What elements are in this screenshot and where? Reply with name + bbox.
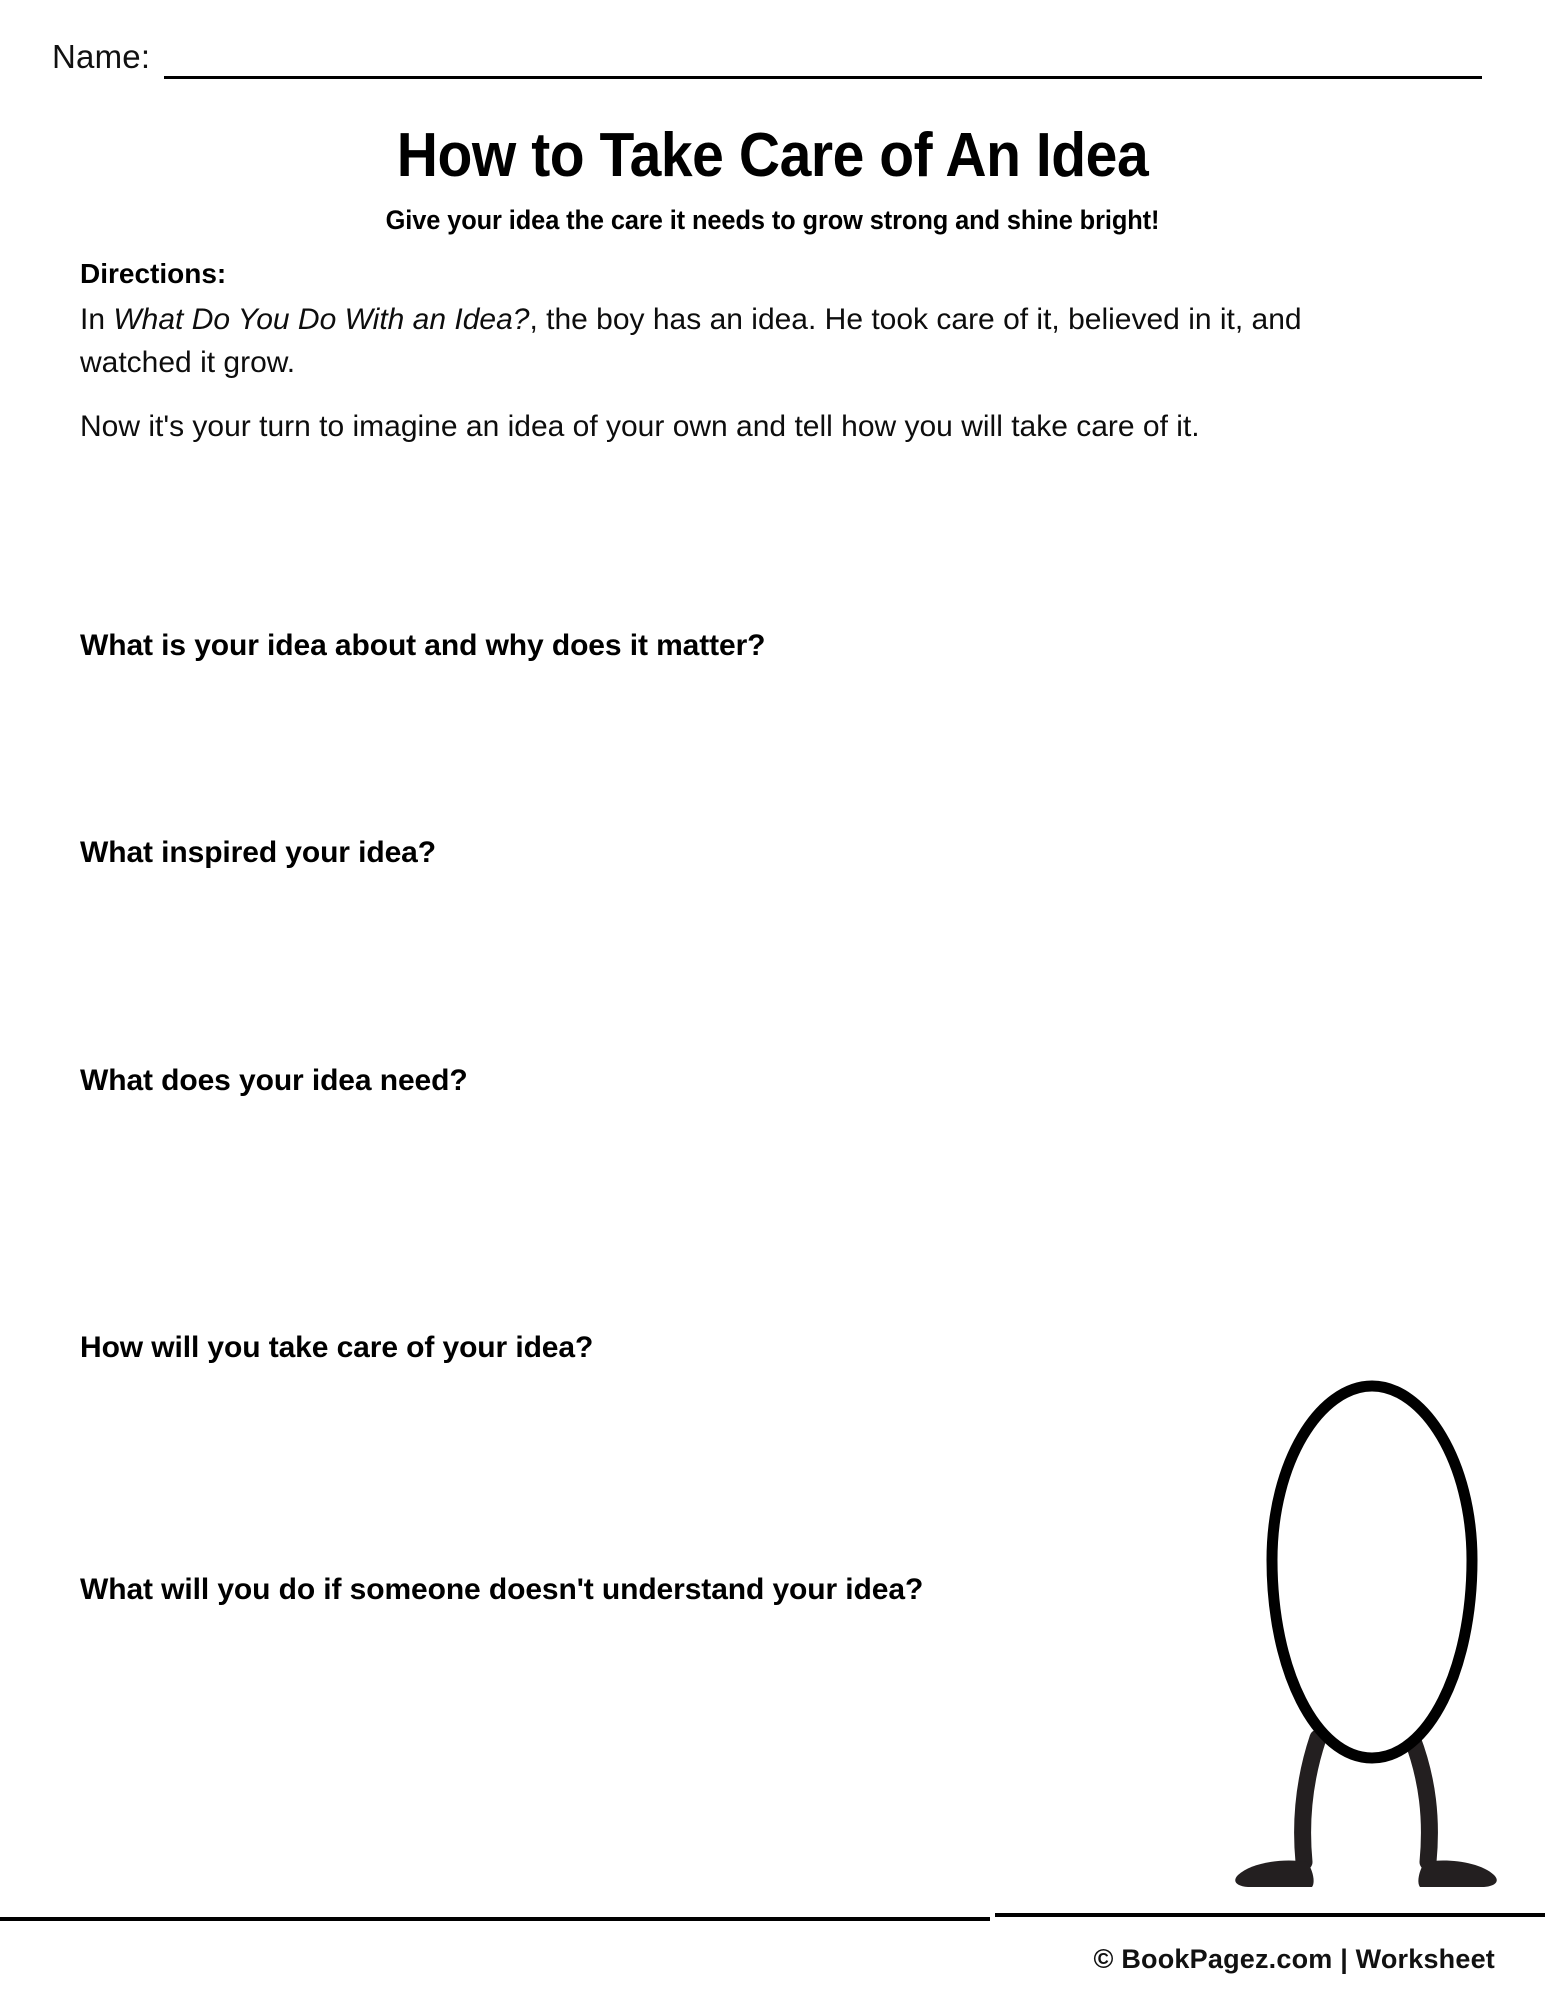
footer-divider-right: [995, 1913, 1545, 1917]
name-row: [52, 40, 1482, 79]
name-label: Name:: [52, 38, 151, 75]
directions-paragraph-2: Now it's your turn to imagine an idea of your own and tell how you will take care of it.: [80, 410, 1200, 444]
directions-block: [80, 256, 1450, 471]
question-prompt-4: How will you take care of your idea?: [80, 1331, 594, 1364]
name-write-in-line[interactable]: [164, 76, 1482, 79]
question-prompt-5: What will you do if someone doesn't understand your idea?: [80, 1573, 924, 1606]
footer-attribution: © BookPagez.com | Worksheet: [1093, 1944, 1495, 1974]
question-prompt-1: What is your idea about and why does it matter?: [80, 629, 766, 662]
page-subtitle: Give your idea the care it needs to grow strong and shine bright!: [385, 205, 1160, 235]
egg-character-illustration: [1212, 1370, 1532, 1900]
directions-paragraph-1: [80, 299, 1365, 384]
page-title: How to Take Care of An Idea: [396, 121, 1149, 190]
directions-prefix: In: [80, 303, 114, 336]
question-prompt-3: What does your idea need?: [80, 1064, 468, 1097]
footer-divider-left: [0, 1917, 990, 1921]
egg-character-icon: [1212, 1370, 1532, 1900]
question-prompt-2: What inspired your idea?: [80, 836, 436, 869]
book-title: What Do You Do With an Idea?: [113, 303, 530, 336]
directions-label: Directions:: [80, 258, 227, 289]
directions-suffix: , the boy has an idea. He took care of it, believed in it, and watched it grow.: [80, 303, 1302, 379]
